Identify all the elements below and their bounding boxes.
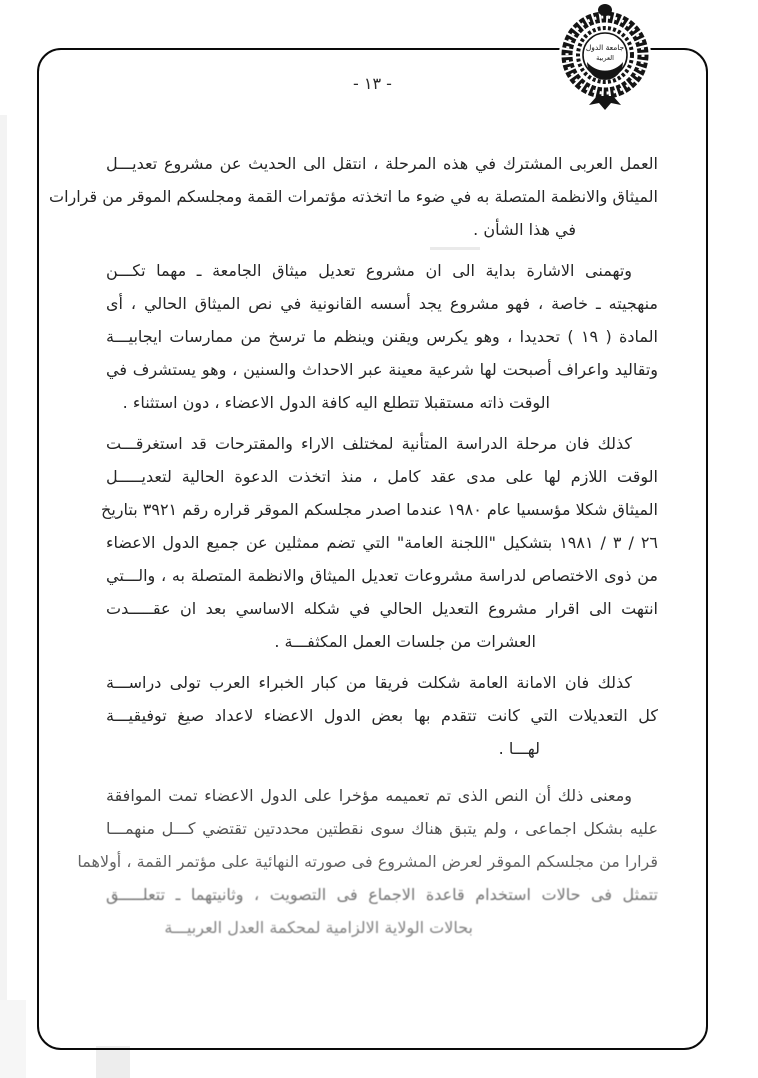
text-line: بحالات الولاية الالزامية لمحكمة العدل العربيـــة xyxy=(164,918,473,937)
text-line: في هذا الشأن . xyxy=(473,220,576,239)
text-line: لهـــا . xyxy=(498,739,540,758)
text-line: وتهمنى الاشارة بداية الى ان مشروع تعديل ميثاق الجامعة ـ مهما تكـــن xyxy=(106,261,632,280)
text-line: منهجيته ـ خاصة ، فهو مشروع يجد أسسه القانونية في نص الميثاق الحالي ، أى xyxy=(106,294,658,313)
text-line: وتقاليد واعراف أصبحت لها شرعية معينة عبر الاحداث والسنين ، وهو يستشرف في xyxy=(106,360,658,379)
paragraph xyxy=(106,254,658,419)
text-line: الميثاق شكلا مؤسسيا عام ١٩٨٠ عندما اصدر مجلسكم الموقر قراره رقم ٣٩٢١ بتاريخ xyxy=(101,500,658,519)
paragraph xyxy=(101,427,659,658)
text-line: من ذوى الاختصاص لدراسة مشروعات تعديل الميثاق والانظمة المتصلة به ، والـــتي xyxy=(106,566,658,585)
text-line: الميثاق والانظمة المتصلة به في ضوء ما اتخذته مؤتمرات القمة ومجلسكم الموقر من قرارات xyxy=(49,187,658,206)
paragraph xyxy=(77,779,658,944)
document-body xyxy=(49,147,659,952)
text-line: ومعنى ذلك أن النص الذى تم تعميمه مؤخرا على الدول الاعضاء تمت الموافقة xyxy=(106,786,632,805)
text-line: الوقت اللازم لها على مدى عقد كامل ، منذ اتخذت الدعوة الحالية لتعديـــــل xyxy=(106,467,658,486)
text-line: المادة ( ١٩ ) تحديدا ، وهو يكرس ويقنن وينظم ما ترسخ من ممارسات ايجابيـــة xyxy=(106,327,658,346)
arab-league-emblem-icon xyxy=(558,0,652,112)
emblem-inscription-bottom: العربية xyxy=(596,54,614,62)
text-line: عليه بشكل اجماعى ، ولم يتبق هناك سوى نقطتين محددتين تقتضي كـــل منهمـــا xyxy=(106,819,658,838)
text-line: تتمثل فى حالات استخدام قاعدة الاجماع فى التصويت ، وثانيتهما ـ تتعلـــــق xyxy=(106,885,658,904)
paragraph xyxy=(49,147,658,246)
text-line: العشرات من جلسات العمل المكثفـــة . xyxy=(274,632,536,651)
text-line: كذلك فان الامانة العامة شكلت فريقا من كبار الخبراء العرب تولى دراســـة xyxy=(106,673,632,692)
text-line: انتهت الى اقرار مشروع التعديل الحالي في شكله الاساسي بعد ان عقـــــدت xyxy=(106,599,658,618)
text-line: كل التعديلات التي كانت تتقدم بها بعض الدول الاعضاء لاعداد صيغ توفيقيـــة xyxy=(106,706,658,725)
text-line: العمل العربى المشترك في هذه المرحلة ، انتقل الى الحديث عن مشروع تعديـــل xyxy=(106,154,658,173)
scan-artifact xyxy=(0,115,7,1015)
emblem-inscription-top: جامعة الدول xyxy=(585,43,625,52)
paragraph xyxy=(106,666,658,765)
text-line: ٢٦ / ٣ / ١٩٨١ بتشكيل "اللجنة العامة" التي تضم ممثلين عن جميع الدول الاعضاء xyxy=(106,533,659,552)
page-number: - ١٣ - xyxy=(353,74,392,93)
scan-artifact xyxy=(96,1046,130,1078)
text-line: الوقت ذاته مستقبلا تتطلع اليه كافة الدول الاعضاء ، دون استثناء . xyxy=(122,393,550,412)
scan-artifact xyxy=(0,1000,26,1078)
text-line: كذلك فان مرحلة الدراسة المتأنية لمختلف الاراء والمقترحات قد استغرقـــت xyxy=(106,434,632,453)
text-line: قرارا من مجلسكم الموقر لعرض المشروع فى صورته النهائية على مؤتمر القمة ، أولاهما xyxy=(77,852,658,871)
